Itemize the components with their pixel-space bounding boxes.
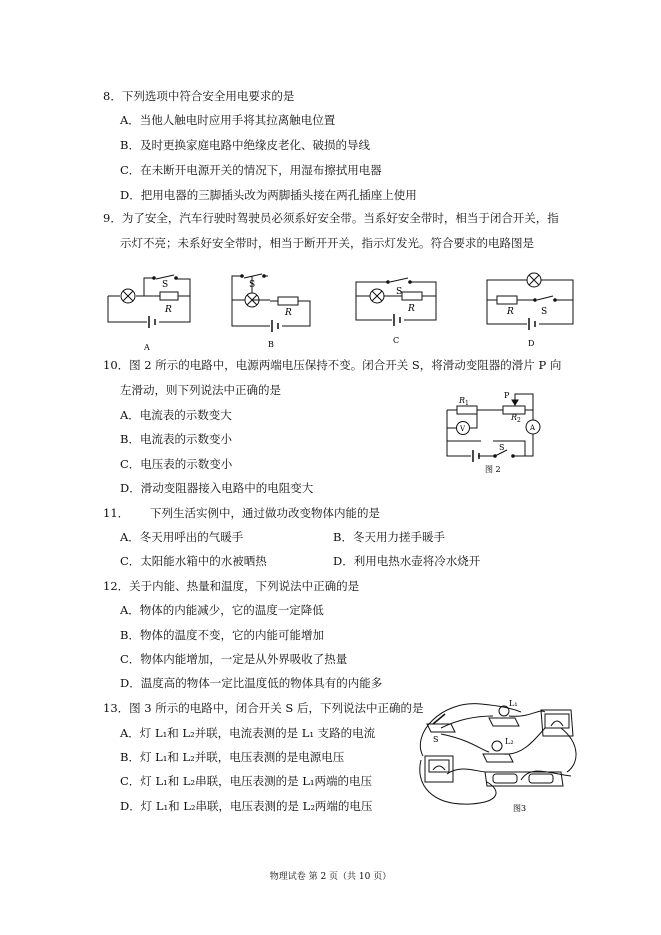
q10-option-c: C．电压表的示数变小 (120, 457, 233, 471)
figure-3-caption: 图3 (513, 804, 527, 813)
q12-option-d: D．温度高的物体一定比温度低的物体具有的内能多 (120, 676, 383, 690)
q9-stem-line2: 示灯不亮；未系好安全带时，相当于断开开关，指示灯发光。符合要求的电路图是 (120, 236, 534, 250)
switch-label: S (433, 735, 439, 744)
option-letter: A (144, 343, 150, 352)
figure-2-caption: 图 2 (485, 465, 501, 474)
q12-option-a: A．物体的内能减少，它的温度一定降低 (120, 603, 324, 617)
q13-option-a: A．灯 L₁和 L₂并联，电流表测的是 L₁ 支路的电流 (120, 726, 376, 740)
q11-stem-text: 下列生活实例中，通过做功改变物体内能的是 (150, 506, 380, 520)
q10-option-d: D．滑动变阻器接入电路中的电阻变大 (120, 481, 314, 495)
q12-option-b: B．物体的温度不变，它的内能可能增加 (120, 628, 324, 642)
switch-label: S (396, 287, 403, 297)
r2-label: R (511, 413, 518, 422)
q11-option-a: A．冬天用呼出的气暖手 (120, 530, 244, 544)
q8-option-c: C．在未断开电源开关的情况下，用湿布擦拭用电器 (120, 163, 382, 177)
voltmeter-label: V (460, 425, 466, 433)
q9-circuit-d (483, 268, 579, 350)
q10-option-b: B．电流表的示数变小 (120, 432, 232, 446)
switch-label: S (162, 280, 169, 290)
q10-stem-line2: 左滑动，则下列说法中正确的是 (120, 383, 281, 397)
q8-option-d: D．把用电器的三脚插头改为两脚插头接在两孔插座上使用 (120, 188, 417, 202)
battery-icon (149, 316, 155, 328)
resistor-label: R (507, 307, 514, 317)
q10-stem-line1: 10．图 2 所示的电路中，电源两端电压保持不变。闭合开关 S，将滑动变阻器的滑片 P 向 (103, 358, 562, 372)
q11-option-b: B．冬天用力搓手暖手 (333, 530, 445, 544)
r1-label: R (459, 396, 466, 405)
battery-icon (272, 320, 278, 332)
battery-icon (394, 314, 400, 326)
resistor-icon (278, 297, 298, 305)
resistor-icon (497, 296, 517, 304)
lamp1-label: L₁ (509, 699, 518, 708)
r1-sub: 1 (465, 400, 469, 407)
page-footer: 物理试卷 第 2 页（共 10 页） (269, 872, 392, 882)
option-letter: D (528, 339, 535, 348)
q13-option-b: B．灯 L₁和 L₂并联，电压表测的是电源电压 (120, 750, 345, 764)
resistor-icon (402, 292, 422, 300)
figure-2-circuit (441, 386, 559, 478)
q8-option-b: B．及时更换家庭电路中绝缘皮老化、破损的导线 (120, 138, 370, 152)
option-letter: C (393, 336, 400, 345)
option-letter: B (268, 340, 274, 349)
q13-stem: 13．图 3 所示的电路中，闭合开关 S 后，下列说法中正确的是 (103, 701, 424, 715)
q9-circuit-b (228, 270, 324, 350)
battery-icon (529, 318, 535, 330)
q9-stem-line1: 9．为了安全，汽车行驶时驾驶员必须系好安全带。当系好安全带时，相当于闭合开关，指 (103, 211, 559, 225)
switch-label: S (541, 307, 548, 317)
slider-label: P (504, 391, 510, 400)
resistor-label: R (408, 304, 415, 314)
q13-option-c: C．灯 L₁和 L₂串联，电压表测的是 L₁两端的电压 (120, 774, 373, 788)
lamp-l2-icon (483, 754, 513, 762)
figure-3-apparatus (411, 694, 583, 816)
resistor-label: R (285, 308, 292, 318)
switch-label: S (249, 280, 256, 290)
q10-option-a: A．电流表的示数变大 (120, 408, 232, 422)
r2-sub: 2 (517, 417, 521, 424)
q8-option-a: A．当他人触电时应用手将其拉离触电位置 (120, 113, 336, 127)
q11-option-c: C．太阳能水箱中的水被晒热 (120, 554, 267, 568)
q12-option-c: C．物体内能增加，一定是从外界吸收了热量 (120, 652, 348, 666)
q11-stem-number: 11． (103, 506, 130, 520)
q12-stem: 12．关于内能、热量和温度，下列说法中正确的是 (103, 579, 360, 593)
q9-circuit-a (104, 270, 200, 352)
q13-option-d: D．灯 L₁和 L₂串联，电压表测的是 L₂两端的电压 (120, 799, 373, 813)
lamp-l1-icon (489, 718, 519, 726)
ammeter-label: A (530, 424, 536, 432)
lamp2-label: L₂ (505, 737, 514, 746)
q11-option-d: D．利用电热水壶将冷水烧开 (333, 554, 481, 568)
switch-label: S (499, 443, 505, 452)
q9-circuit-c (352, 270, 448, 348)
q8-stem: 8．下列选项中符合安全用电要求的是 (103, 89, 295, 103)
resistor-r1-icon (457, 406, 477, 414)
resistor-icon (160, 292, 178, 300)
resistor-label: R (165, 305, 172, 315)
